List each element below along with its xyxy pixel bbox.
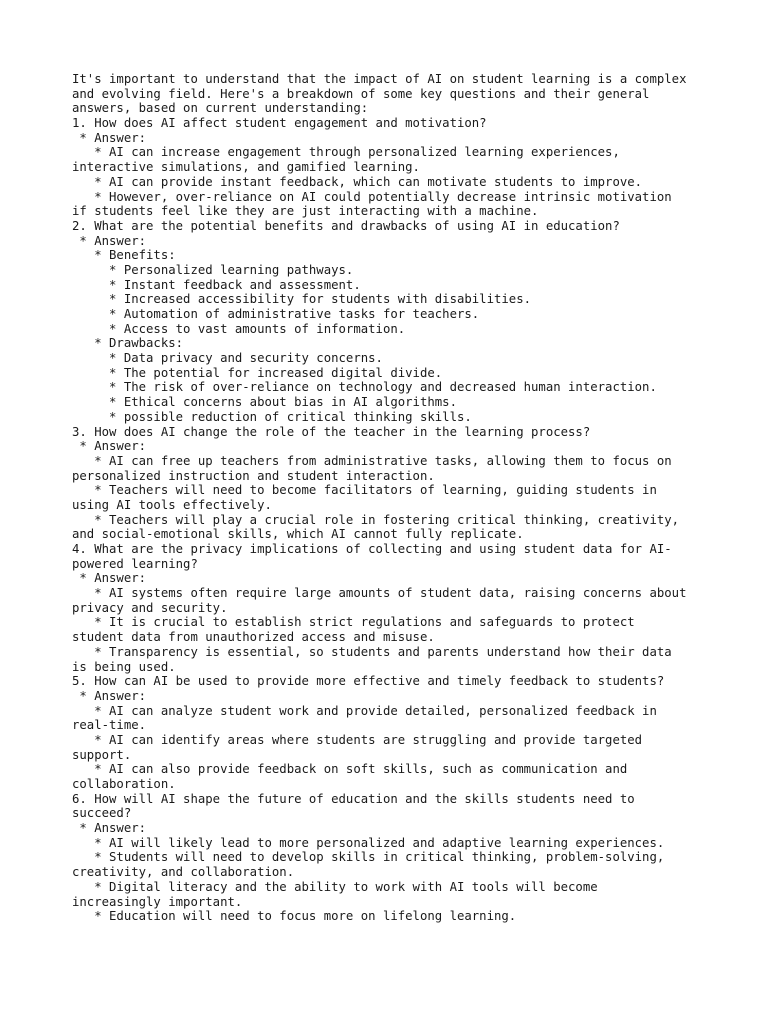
text-line: real-time. [72,718,147,733]
text-line: * Students will need to develop skills in critical thinking, problem-solving, [72,850,665,865]
text-line: * The potential for increased digital divide. [72,365,443,380]
text-line: * Drawbacks: [72,336,184,351]
text-line: * Answer: [72,130,147,145]
text-line: * However, over-reliance on AI could potentially decrease intrinsic motivation [72,189,672,204]
text-line: * Teachers will need to become facilitators of learning, guiding students in [72,483,657,498]
text-line: * AI can increase engagement through personalized learning experiences, [72,145,620,160]
text-line: creativity, and collaboration. [72,865,295,880]
text-line: answers, based on current understanding: [72,101,369,116]
text-line: * Access to vast amounts of information. [72,321,406,336]
text-line: 4. What are the privacy implications of collecting and using student data for AI- [72,542,672,556]
text-line: * Transparency is essential, so students and parents understand how their data [72,644,672,659]
text-line: * AI can free up teachers from administrative tasks, allowing them to focus on [72,453,672,468]
text-line: * AI systems often require large amounts of student data, raising concerns about [72,586,687,601]
text-line: * AI can identify areas where students are struggling and provide targeted [72,732,643,747]
text-line: * Automation of administrative tasks for teachers. [72,307,480,321]
text-line: * Answer: [72,688,147,703]
text-line: * Answer: [72,571,147,586]
text-line: * Answer: [72,821,147,836]
text-line: personalized instruction and student interaction. [72,468,435,483]
text-line: 3. How does AI change the role of the teacher in the learning process? [72,424,591,439]
text-line: * The risk of over-reliance on technology and decreased human interaction. [72,380,657,395]
text-line: 1. How does AI affect student engagement and motivation? [72,116,487,131]
document-body [72,72,712,924]
text-line: and evolving field. Here's a breakdown of some key questions and their general [72,86,650,101]
text-line: increasingly important. [72,894,243,909]
text-line: interactive simulations, and gamified learning. [72,160,420,175]
text-line: 2. What are the potential benefits and drawbacks of using AI in education? [72,218,620,233]
text-line: * AI can analyze student work and provide detailed, personalized feedback in [72,703,657,718]
text-line: collaboration. [72,777,176,791]
text-line: privacy and security. [72,600,228,615]
text-line: * Instant feedback and assessment. [72,277,361,292]
text-line: and social-emotional skills, which AI cannot fully replicate. [72,527,524,542]
text-line: * Digital literacy and the ability to work with AI tools will become [72,879,598,894]
text-line: using AI tools effectively. [72,497,272,512]
text-line: * Answer: [72,233,147,248]
text-line: succeed? [72,806,132,821]
text-line: * It is crucial to establish strict regulations and safeguards to protect [72,615,635,630]
text-line: * AI will likely lead to more personalized and adaptive learning experiences. [72,835,665,850]
text-line: * AI can also provide feedback on soft skills, such as communication and [72,762,628,777]
text-line: * Teachers will play a crucial role in fostering critical thinking, creativity, [72,512,680,527]
text-line: * AI can provide instant feedback, which can motivate students to improve. [72,174,643,189]
text-line: powered learning? [72,556,198,571]
text-line: * Education will need to focus more on lifelong learning. [72,909,517,924]
text-line: if students feel like they are just interacting with a machine. [72,204,539,219]
text-line: * Answer: [72,439,147,454]
text-line: * Personalized learning pathways. [72,262,354,277]
text-line: 6. How will AI shape the future of education and the skills students need to [72,791,635,806]
text-line: 5. How can AI be used to provide more effective and timely feedback to students? [72,674,665,689]
text-line: * Increased accessibility for students with disabilities. [72,292,532,307]
text-line: * possible reduction of critical thinking skills. [72,409,472,424]
text-line: * Benefits: [72,248,176,263]
text-line: support. [72,747,132,762]
text-line: * Ethical concerns about bias in AI algorithms. [72,395,457,410]
text-line: * Data privacy and security concerns. [72,351,383,366]
text-line: It's important to understand that the impact of AI on student learning is a complex [72,72,687,86]
text-line: student data from unauthorized access and misuse. [72,630,435,645]
text-line: is being used. [72,659,176,674]
